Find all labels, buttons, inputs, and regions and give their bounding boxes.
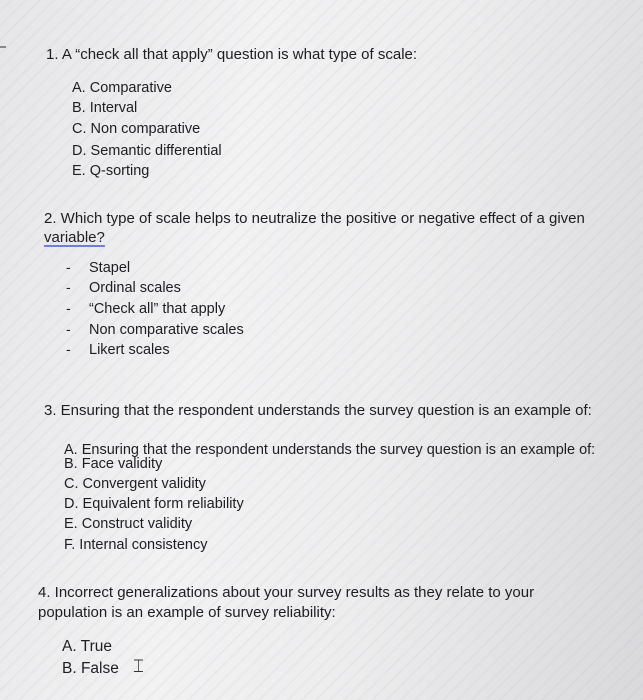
q4-option-a[interactable]: A. True: [62, 638, 112, 655]
question-4-line-1: 4. Incorrect generalizations about your survey results as they relate to your: [38, 584, 535, 601]
question-3: 3. Ensuring that the respondent understands the survey question is an example of:: [44, 402, 592, 419]
bullet-dash: -: [66, 321, 71, 337]
question-4-line-2: population is an example of survey reliability:: [38, 604, 336, 621]
q1-option-b[interactable]: B. Interval: [72, 100, 138, 116]
q3-option-e[interactable]: E. Construct validity: [64, 516, 193, 532]
question-1: 1. A “check all that apply” question is what type of scale:: [46, 46, 418, 63]
text-cursor-icon: ⌶: [133, 656, 144, 677]
q4-option-b[interactable]: B. False: [62, 660, 119, 677]
q2-option-3[interactable]: “Check all” that apply: [89, 301, 226, 317]
question-2-word-variable: variable?: [44, 229, 105, 246]
q2-option-4[interactable]: Non comparative scales: [89, 322, 244, 338]
q3-option-b[interactable]: B. Face validity: [64, 456, 163, 472]
q1-option-d[interactable]: D. Semantic differential: [72, 143, 222, 159]
q3-option-d[interactable]: D. Equivalent form reliability: [64, 496, 244, 512]
q3-option-f[interactable]: F. Internal consistency: [64, 537, 208, 553]
q3-option-c[interactable]: C. Convergent validity: [64, 476, 206, 492]
q1-option-e[interactable]: E. Q-sorting: [72, 163, 150, 179]
bullet-dash: -: [66, 300, 71, 316]
bullet-dash: -: [66, 259, 71, 275]
edge-mark: [0, 46, 6, 48]
q2-option-2[interactable]: Ordinal scales: [89, 280, 181, 296]
q2-option-5[interactable]: Likert scales: [89, 342, 170, 358]
q3-option-a[interactable]: A. Ensuring that the respondent understands the survey question is an example of:: [64, 442, 596, 458]
bullet-dash: -: [66, 341, 71, 357]
q1-option-c[interactable]: C. Non comparative: [72, 121, 201, 137]
question-2-line-1: 2. Which type of scale helps to neutralize the positive or negative effect of a given: [44, 210, 585, 227]
q2-option-1[interactable]: Stapel: [89, 260, 131, 276]
bullet-dash: -: [66, 279, 71, 295]
q1-option-a[interactable]: A. Comparative: [72, 80, 172, 96]
question-2-line-2: [44, 227, 105, 248]
